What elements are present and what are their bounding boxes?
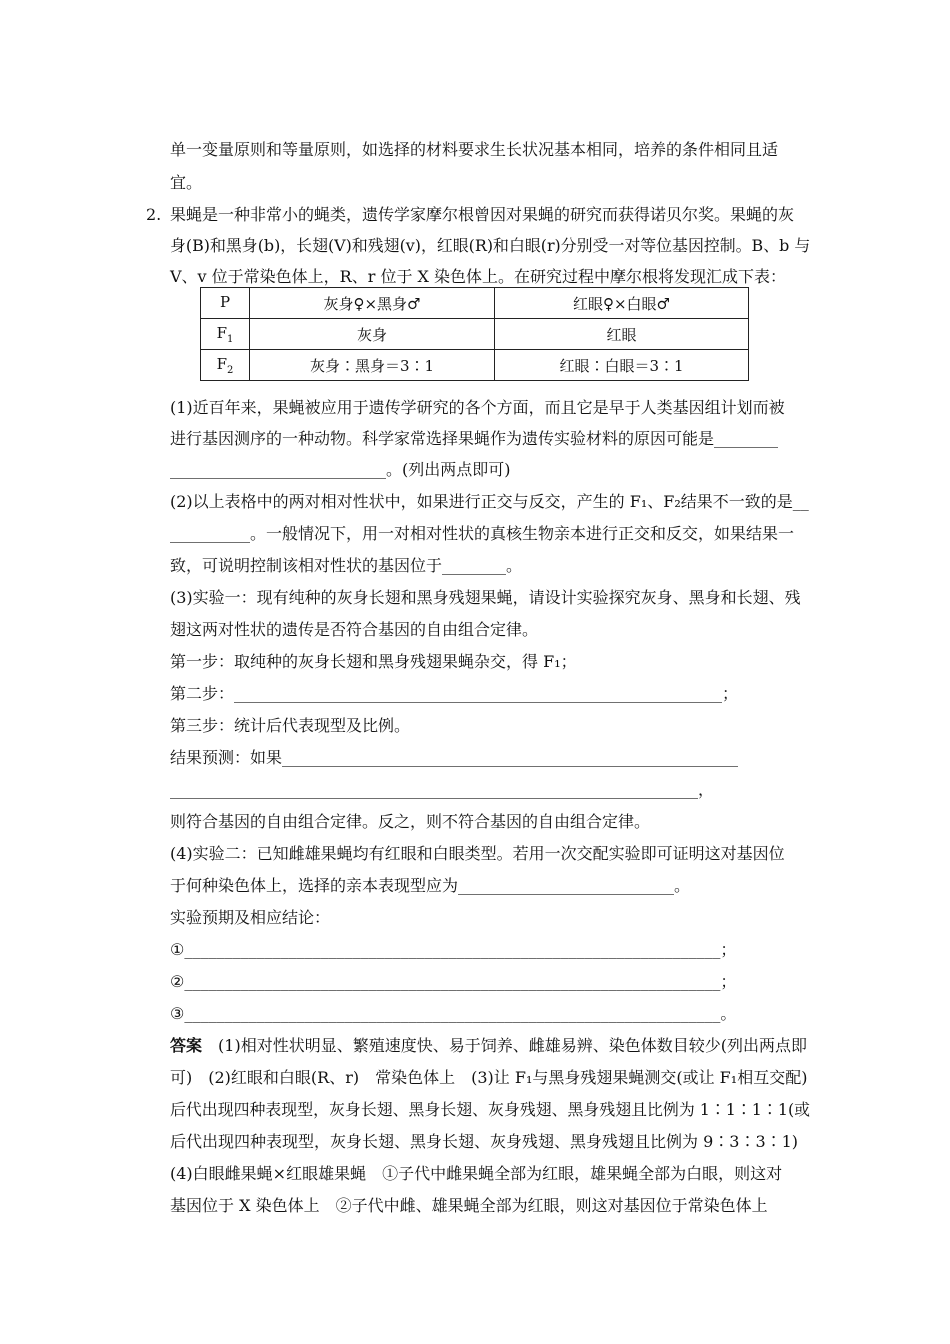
body-line: 结果预测：如果_________________________________________________________: [170, 748, 739, 767]
body-line: ③___________________________________________________________________。: [170, 1004, 737, 1023]
body-line: (4)实验二：已知雌雄果蝇均有红眼和白眼类型。若用一次交配实验即可证明这对基因位: [170, 844, 785, 863]
answer-label: 答案: [170, 1036, 203, 1055]
question-number: 2.: [146, 205, 162, 224]
answer-line-1: [170, 1036, 807, 1056]
body-line: 则符合基因的自由组合定律。反之，则不符合基因的自由组合定律。: [170, 812, 651, 831]
table-row: [201, 288, 749, 319]
table-row: [201, 350, 749, 381]
body-line: 于何种染色体上，选择的亲本表现型应为___________________________。: [170, 876, 691, 895]
results-table: [200, 287, 749, 381]
question-line-2: 身(B)和黑身(b)，长翅(V)和残翅(v)，红眼(R)和白眼(r)分别受一对等位基因控制。B、b 与: [170, 236, 811, 255]
answer-text: (1)相对性状明显、繁殖速度快、易于饲养、雌雄易辨、染色体数目较少(列出两点即: [218, 1036, 807, 1055]
body-line: 第二步：_____________________________________________________________；: [170, 684, 739, 703]
intro-line-1: 单一变量原则和等量原则，如选择的材料要求生长状况基本相同，培养的条件相同且适: [170, 140, 779, 159]
body-line: (2)以上表格中的两对相对性状中，如果进行正交与反交，产生的 F₁、F₂结果不一致的是__: [170, 492, 809, 511]
body-line: 进行基因测序的一种动物。科学家常选择果蝇作为遗传实验材料的原因可能是________: [170, 429, 779, 448]
body-line: ___________________________。(列出两点即可): [170, 460, 511, 479]
question-line-3: V、v 位于常染色体上，R、r 位于 X 染色体上。在研究过程中摩尔根将发现汇成下表：: [170, 267, 787, 286]
answer-line: 可) (2)红眼和白眼(R、r) 常染色体上 (3)让 F₁与黑身残翅果蝇测交(或让 F₁相互交配): [170, 1068, 808, 1087]
answer-line: 后代出现四种表现型，灰身长翅、黑身长翅、灰身残翅、黑身残翅且比例为 9∶3∶3∶1): [170, 1132, 799, 1151]
answer-line: 基因位于 X 染色体上 ②子代中雌、雄果蝇全部为红眼，则这对基因位于常染色体上: [170, 1196, 768, 1215]
table-cell: 红眼♀×白眼♂: [495, 288, 749, 319]
body-line: (1)近百年来，果蝇被应用于遗传学研究的各个方面，而且它是早于人类基因组计划而被: [170, 398, 785, 417]
row-label: $F_1$: [201, 319, 250, 350]
table-cell: 灰身♀×黑身♂: [250, 288, 495, 319]
body-line: ②___________________________________________________________________；: [170, 972, 737, 991]
table-cell: 红眼∶白眼＝3∶1: [495, 350, 749, 381]
intro-line-2: 宜。: [170, 173, 203, 192]
table-row: [201, 319, 749, 350]
body-line: (3)实验一：现有纯种的灰身长翅和黑身残翅果蝇，请设计实验探究灰身、黑身和长翅、残: [170, 588, 801, 607]
body-line: __________。一般情况下，用一对相对性状的真核生物亲本进行正交和反交，如果结果一: [170, 524, 795, 543]
question-line-1: 果蝇是一种非常小的蝇类，遗传学家摩尔根曾因对果蝇的研究而获得诺贝尔奖。果蝇的灰: [170, 205, 795, 224]
table-cell: 红眼: [495, 319, 749, 350]
body-line: 致，可说明控制该相对性状的基因位于________。: [170, 556, 523, 575]
table-cell: 灰身∶黑身＝3∶1: [250, 350, 495, 381]
body-line: 第一步：取纯种的灰身长翅和黑身残翅果蝇杂交，得 F₁；: [170, 652, 577, 671]
answer-line: 后代出现四种表现型，灰身长翅、黑身长翅、灰身残翅、黑身残翅且比例为 1∶1∶1∶1(或: [170, 1100, 811, 1119]
body-line: 实验预期及相应结论：: [170, 908, 331, 927]
body-line: ①___________________________________________________________________；: [170, 940, 737, 959]
row-label: P: [201, 288, 250, 319]
body-line: 翅这两对性状的遗传是否符合基因的自由组合定律。: [170, 620, 539, 639]
body-line: __________________________________________________________________，: [170, 780, 714, 799]
table-cell: 灰身: [250, 319, 495, 350]
answer-line: (4)白眼雌果蝇×红眼雄果蝇 ①子代中雌果蝇全部为红眼，雄果蝇全部为白眼，则这对: [170, 1164, 783, 1183]
body-line: 第三步：统计后代表现型及比例。: [170, 716, 411, 735]
row-label: $F_2$: [201, 350, 250, 381]
